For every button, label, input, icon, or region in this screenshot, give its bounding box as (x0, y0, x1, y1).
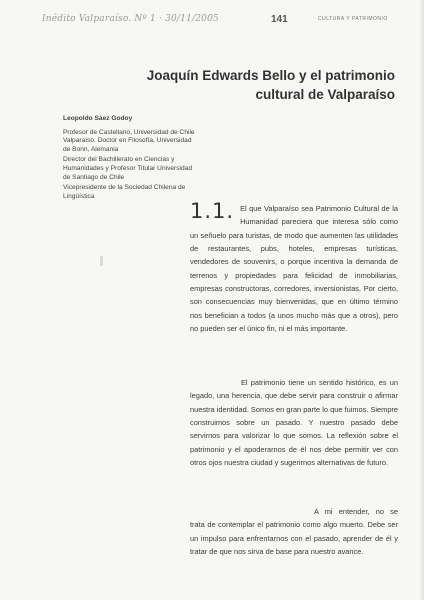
scan-artifact (100, 256, 103, 266)
author-affiliation: Profesor de Castellano, Universidad de Chile Valparaíso. Doctor en Filosofía, Universidad de Bonn, Alemania (63, 128, 195, 153)
page-number: 141 (271, 14, 288, 25)
section-number: 1.1. (190, 199, 235, 223)
author-name: Leopoldo Sáez Godoy (63, 115, 133, 122)
author-affiliation: Director del Bachillerato en Ciencias y Humanidades y Profesor Titular Universidad de Santiago de Chile (63, 156, 193, 181)
article-title (125, 66, 395, 104)
body-paragraph-3: A mi entender, no se trata de contemplar el patrimonio como algo muerto. Debe ser un impulso para enfrentarnos con el pasado, aprender de él y tratar de que nos sirva de base para nuestro avance. (190, 507, 398, 557)
body-paragraph-1 (190, 199, 398, 335)
paragraph-text: El que Valparaíso sea Patrimonio Cultural de la Humanidad pareciera que interesa sólo como un señuelo para turistas, de modo que aumenten las utilidades de restaurantes, pubs, hoteles, empresas turísticas, vendedores de souvenirs, o porque incentiva la demanda de terrenos y propiedades para felicidad de inmobiliarias, empresas constructoras, corredores, inversionistas. Por cierto, son consecuencias muy bienvenidas, que en último término nos benefician a todos (a unos mucho más que a otros), pero no pueden ser el único fin, ni el más importante. (190, 204, 398, 334)
body-paragraph-2: El patrimonio tiene un sentido histórico, es un legado, una herencia, que debe servir para construir o afirmar nuestra identidad. Somos en gran parte lo que fuimos. Siempre construimos sobre un pasado. Y nuestro pasado debe servirnos para valorizar lo que somos. La reflexión sobre el patrimonio y el apoderarnos de él nos debe permitir ver con otros ojos nuestra ciudad y sugerirnos alternativas de futuro. (190, 378, 398, 468)
author-affiliation: Vicepresidente de la Sociedad Chilena de Lingüística (63, 184, 186, 200)
title-line-2: cultural de Valparaíso (255, 87, 395, 102)
handwritten-header-note: Inédito Valparaíso. Nº 1 · 30/11/2005 (42, 14, 219, 24)
author-block (63, 115, 198, 203)
title-line-1: Joaquín Edwards Bello y el patrimonio (146, 68, 395, 83)
running-head: CULTURA Y PATRIMONIO (318, 16, 388, 22)
scan-edge-shadow (419, 0, 424, 600)
